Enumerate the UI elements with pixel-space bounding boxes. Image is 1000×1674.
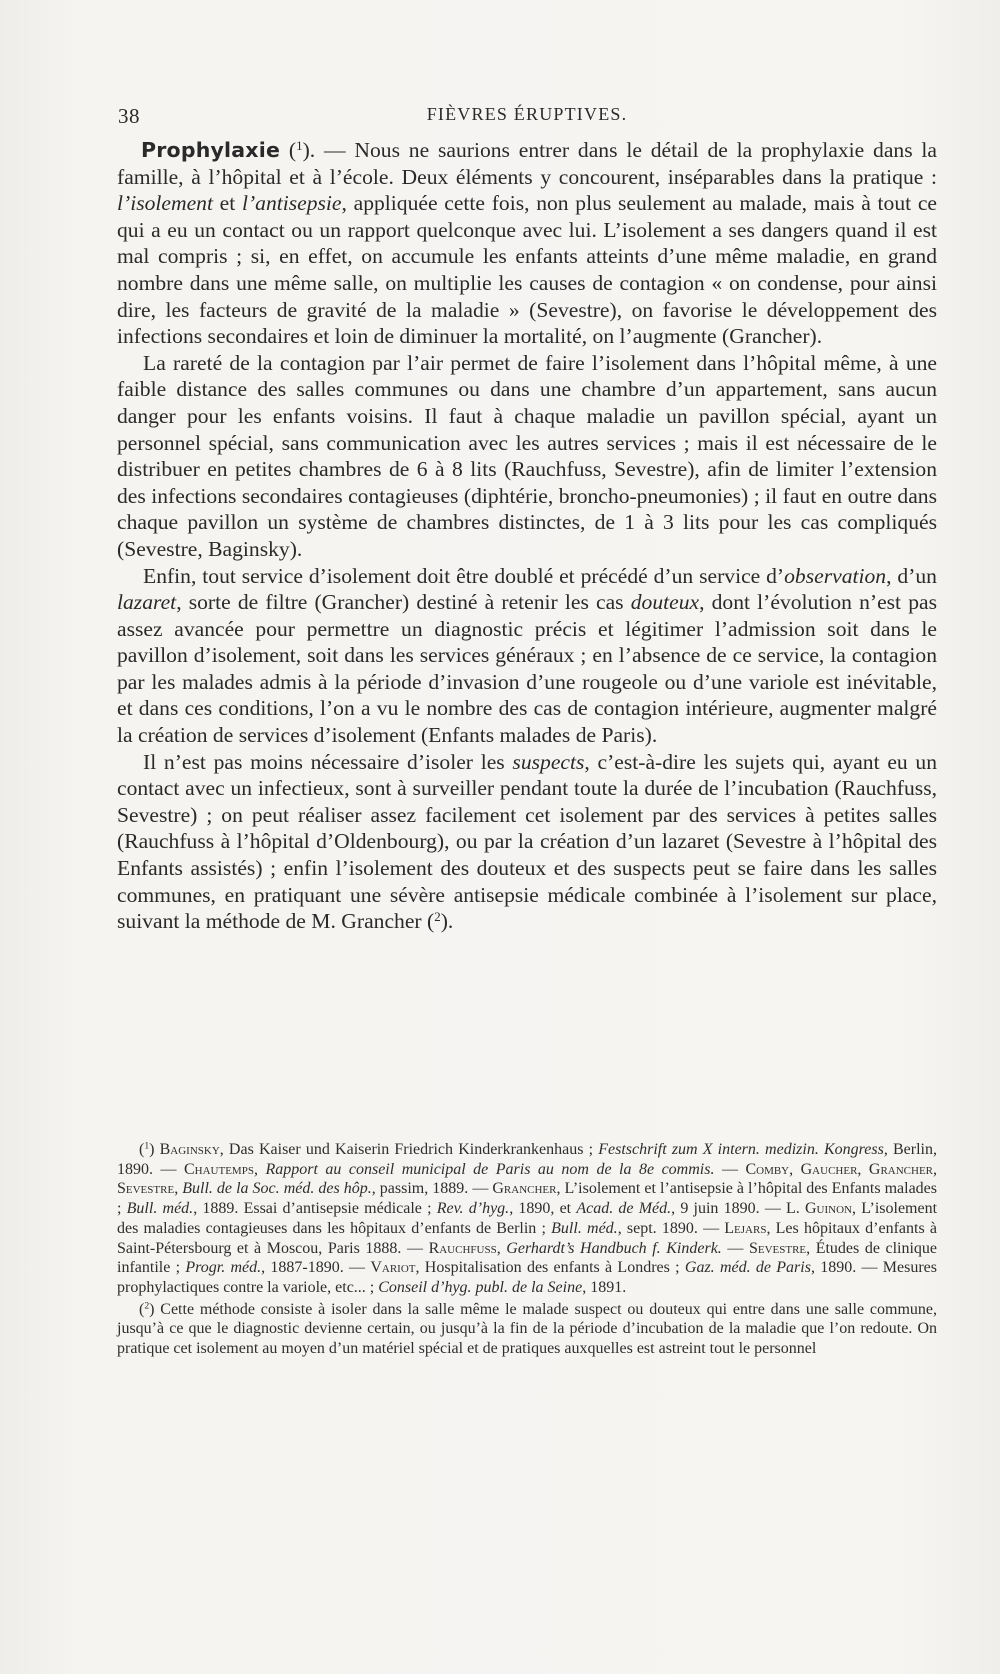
author: Sevestre xyxy=(748,1239,807,1257)
paragraph-text: , d’un xyxy=(886,563,937,588)
citation: Bull. méd. xyxy=(551,1219,618,1237)
footnote-text: , 1887-1890. — xyxy=(261,1259,371,1277)
paragraph-suspects: Il n’est pas moins nécessaire d’isoler les suspects, c’est-à-dire les sujets qui, ayant eu un contact avec un infectieux, sont à surveiller pendant toute la durée de l’incubation (Rauchfuss, Sevestre) ; on peut réaliser assez facilement cet isolement par des services à petites salles (Rauchfuss à l’hôpital d’Oldenbourg), ou par la création d’un lazaret (Sevestre à l’hôpital des Enfants assistés) ; enfin l’isolement des douteux et des suspects peut se faire dans les salles communes, en pratiquant une sévère antisepsie médicale combinée à l’isolement sur place, suivant la méthode de M. Grancher ($^2$). xyxy=(117,749,938,934)
citation: Gerhardt’s Handbuch f. Kinderk. xyxy=(506,1239,722,1257)
footnote-text: , xyxy=(174,1180,183,1198)
footnote-marker: 1 xyxy=(144,1140,150,1152)
footnote-text: , 1890. — Mesures prophylactiques contre la variole, etc... ; xyxy=(117,1259,938,1296)
italic-term: l’antisepsie xyxy=(241,191,342,216)
paragraph-text: Enfin, tout service d’isolement doit être doublé et précédé d’un service d’ xyxy=(143,563,785,588)
paragraph-text: , sorte de filtre (Grancher) destiné à retenir les cas xyxy=(176,590,631,615)
author: Comby, Gaucher, Grancher, Sevestre xyxy=(117,1160,938,1198)
citation: Bull. méd. xyxy=(126,1200,194,1218)
footnote-text: , Das Kaiser und Kaiserin Friedrich Kinderkrankenhaus ; xyxy=(219,1141,599,1158)
paragraph-prophylaxie: Prophylaxie ($^1$). — Nous ne saurions entrer dans le détail de la prophylaxie dans la famille, à l’hôpital et à l’école. Deux éléments y concourent, inséparables dans la pratique : l’isolement et l’antisepsie, appliquée cette fois, non plus seulement au malade, mais à tout ce qui a eu un contact ou un rapport quelconque avec lui. L’isolement a ses dangers quand il est mal compris ; si, en effet, on accumule les enfants atteints d’une même maladie, en grand nombre dans une même salle, on multiplie les causes de contagion « on condense, pour ainsi dire, les facteurs de gravité de la maladie » (Sevestre), on favorise le développement des infections secondaires et loin de diminuer la mortalité, on l’augmente (Grancher). xyxy=(117,137,937,349)
page-number: 38 xyxy=(118,104,140,128)
italic-term: lazaret xyxy=(117,590,177,615)
paragraph-text: et xyxy=(212,191,242,216)
footnote-ref: 1 xyxy=(296,137,303,153)
footnote-2: ($^2$) Cette méthode consiste à isoler dans la salle même le malade suspect ou douteux qui entre dans une salle commune, jusqu’à ce que le diagnostic devienne certain, ou jusqu’à la fin de la période d’incubation de la maladie que l’on redoute. On pratique cet isolement au moyen d’un matériel spécial et de pratiques auxquelles est astreint tout le personnel xyxy=(117,1300,938,1358)
footnote-text: , Les hôpitaux d’enfants à Saint-Pétersbourg et à Moscou, Paris 1888. — xyxy=(117,1219,937,1257)
author: Chautemps xyxy=(183,1160,254,1178)
footnote-text: , L’isolement et l’antisepsie à l’hôpital des Enfants malades ; xyxy=(117,1180,938,1218)
author: Variot xyxy=(370,1259,416,1277)
citation: Festschrift zum X intern. medizin. Kongress xyxy=(598,1141,884,1158)
footnote-text: , 9 juin 1890. — L. xyxy=(671,1200,805,1218)
paragraph-text: Il n’est pas moins nécessaire d’isoler les xyxy=(143,749,513,774)
citation: Rapport au conseil municipal de Paris au nom de la 8e commis. xyxy=(265,1160,715,1178)
author: Guinon xyxy=(805,1200,852,1218)
citation: Gaz. méd. de Paris xyxy=(684,1259,811,1277)
paragraph-contagion: La rareté de la contagion par l’air permet de faire l’isolement dans l’hôpital même, à une faible distance des salles communes ou dans une chambre d’un appartement, sans aucun danger pour les enfants voisins. Il faut à chaque maladie un pavillon spécial, ayant un personnel spécial, sans communication avec les autres services ; mais il est nécessaire de le distribuer en petites chambres de 6 à 8 lits (Rauchfuss, Sevestre), afin de limiter l’extension des infections secondaires contagieuses (diphtérie, broncho-pneumonies) ; il faut en outre dans chaque pavillon un système de chambres distinctes, de 1 à 3 lits pour les cas compliqués (Sevestre, Baginsky). xyxy=(117,350,937,561)
footnote-ref: 2 xyxy=(434,909,441,925)
citation: Conseil d’hyg. publ. de la Seine xyxy=(378,1278,583,1296)
footnote-text: — xyxy=(714,1160,746,1178)
footnote-text: , 1890, et xyxy=(509,1200,577,1218)
body-text xyxy=(117,137,937,935)
paragraph-text: , dont l’évolution n’est pas assez avancée pour permettre un diagnostic précis et légitimer l’admission soit dans le pavillon d’isolement, soit dans les services généraux ; en l’absence de ce service, la contagion par les malades admis à la période d’invasion d’une rougeole ou d’une variole est inévitable, et dans ces conditions, l’on a vu le nombre des cas de contagion intérieure, augmenter malgré la création de services d’isolement (Enfants malades de Paris). xyxy=(117,590,937,748)
footnote-text: Cette méthode consiste à isoler dans la salle même le malade suspect ou douteux qui entre dans une salle commune, jusqu’à ce que le diagnostic devienne certain, ou jusqu’à la fin de la période d’incubation de la maladie que l’on redoute. On pratique cet isolement au moyen d’un matériel spécial et de pratiques auxquelles est astreint tout le personnel xyxy=(117,1300,938,1358)
section-lead: Prophylaxie xyxy=(141,138,281,162)
author: Grancher xyxy=(492,1180,557,1198)
footnote-text: , Hospitalisation des enfants à Londres ; xyxy=(415,1259,685,1277)
author: Baginsky xyxy=(159,1141,220,1158)
footnote-text: , 1889. Essai d’antisepsie médicale ; xyxy=(193,1200,437,1218)
footnote-1: ($^1$) Baginsky, Das Kaiser und Kaiserin Friedrich Kinderkrankenhaus ; Festschrift zum X intern. medizin. Kongress, Berlin, 1890. — Chautemps, Rapport au conseil municipal de Paris au nom de la 8e commis. — Comby, Gaucher, Grancher, Sevestre, Bull. de la Soc. méd. des hôp., passim, 1889. — Grancher, L’isolement et l’antisepsie à l’hôpital des Enfants malades ; Bull. méd., 1889. Essai d’antisepsie médicale ; Rev. d’hyg., 1890, et Acad. de Méd., 9 juin 1890. — L. Guinon, L’isolement des maladies contagieuses dans les hôpitaux d’enfants de Berlin ; Bull. méd., sept. 1890. — Lejars, Les hôpitaux d’enfants à Saint-Pétersbourg et à Moscou, Paris 1888. — Rauchfuss, Gerhardt’s Handbuch f. Kinderk. — Sevestre, Études de clinique infantile ; Progr. méd., 1887-1890. — Variot, Hospitalisation des enfants à Londres ; Gaz. méd. de Paris, 1890. — Mesures prophylactiques contre la variole, etc... ; Conseil d’hyg. publ. de la Seine, 1891. xyxy=(117,1140,938,1296)
italic-term: observation xyxy=(784,563,887,588)
footnote-text: , Berlin, 1890. — xyxy=(117,1141,937,1178)
italic-term: l’isolement xyxy=(117,191,213,216)
running-title: FIÈVRES ÉRUPTIVES. xyxy=(426,104,628,124)
italic-term: suspects xyxy=(512,749,585,774)
author: Lejars xyxy=(724,1219,767,1237)
citation: Acad. de Méd. xyxy=(576,1200,672,1218)
footnote-text: — xyxy=(721,1239,749,1257)
running-head xyxy=(118,104,936,136)
italic-term: douteux xyxy=(630,590,700,615)
paragraph-text: , c’est-à-dire les sujets qui, ayant eu un contact avec un infectieux, sont à surveiller pendant toute la durée de l’incubation (Rauchfuss, Sevestre) ; on peut réaliser assez facilement cet isolement par des services à petites salles (Rauchfuss à l’hôpital d’Oldenbourg), ou par la création d’un lazaret (Sevestre à l’hôpital des Enfants assistés) ; enfin l’isolement des douteux et des suspects peut se faire dans les salles communes, en pratiquant une sévère antisepsie médicale combinée à l’isolement sur place, suivant la méthode de M. Grancher xyxy=(117,749,938,934)
footnote-marker: 2 xyxy=(144,1300,150,1312)
footnote-text: , passim, 1889. — xyxy=(371,1180,493,1198)
footnote-text: , Études de clinique infantile ; xyxy=(117,1239,938,1277)
footnote-text: , xyxy=(253,1160,266,1178)
citation: Bull. de la Soc. méd. des hôp. xyxy=(182,1180,372,1198)
footnote-text: , xyxy=(496,1239,507,1257)
citation: Progr. méd. xyxy=(185,1259,262,1277)
citation: Rev. d’hyg. xyxy=(436,1200,510,1218)
author: Rauchfuss xyxy=(428,1239,497,1257)
footnotes xyxy=(117,1140,937,1361)
footnote-text: , sept. 1890. — xyxy=(617,1219,725,1237)
footnote-text: , L’isolement des maladies contagieuses dans les hôpitaux d’enfants de Berlin ; xyxy=(117,1200,938,1237)
paragraph-observation xyxy=(117,563,937,749)
paragraph-text: . xyxy=(447,909,454,934)
paragraph-text: . — Nous ne saurions entrer dans le détail de la prophylaxie dans la famille, à l’hôpital et à l’école. Deux éléments y concourent, inséparables dans la pratique : xyxy=(117,138,937,189)
footnote-text: , 1891. xyxy=(582,1278,627,1296)
paragraph-text: , appliquée cette fois, non plus seulement au malade, mais à tout ce qui a eu un contact ou un rapport quelconque avec lui. L’isolement a ses dangers quand il est mal compris ; si, en effet, on accumule les enfants atteints d’une même maladie, en grand nombre dans une même salle, on multiplie les causes de contagion « on condense, pour ainsi dire, les facteurs de gravité de la maladie » (Sevestre), on favorise le développement des infections secondaires et loin de diminuer la mortalité, on l’augmente (Grancher). xyxy=(117,191,937,349)
